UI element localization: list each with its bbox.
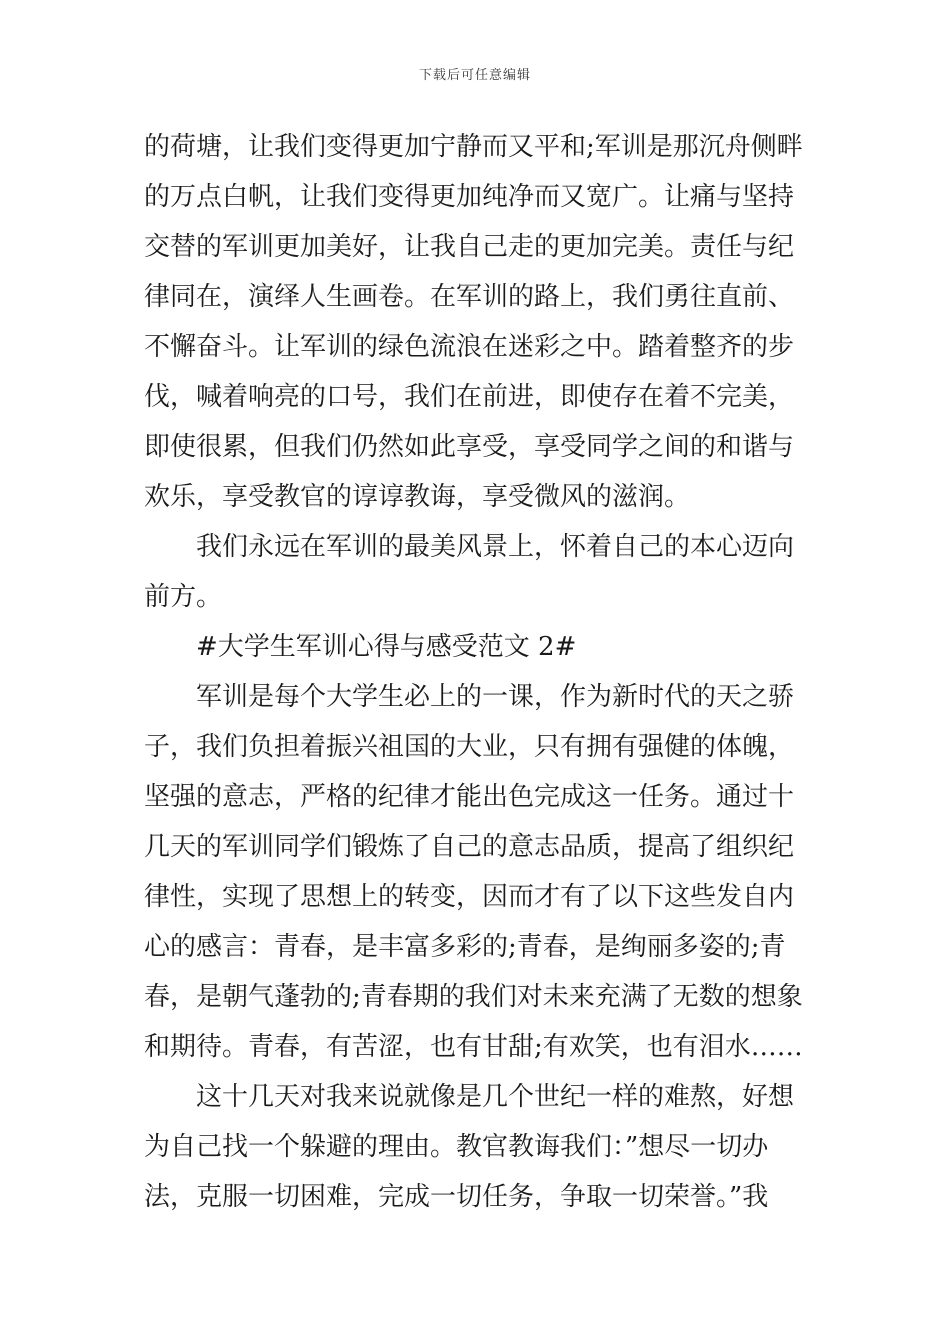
- text-line: 坚强的意志，严格的纪律才能出色完成这一任务。通过十: [144, 782, 795, 812]
- paragraph-start-line: 我们永远在军训的最美风景上，怀着自己的本心迈向: [196, 532, 795, 562]
- text-line: 为自己找一个躲避的理由。教官教诲我们：”想尽一切办: [144, 1132, 769, 1162]
- paragraph-start-line: 这十几天对我来说就像是几个世纪一样的难熬，好想: [196, 1082, 795, 1112]
- text-line: 即使很累，但我们仍然如此享受，享受同学之间的和谐与: [144, 432, 795, 462]
- text-line: 和期待。青春，有苦涩，也有甘甜;有欢笑，也有泪水……: [144, 1032, 803, 1062]
- text-line: 不懈奋斗。让军训的绿色流浪在迷彩之中。踏着整齐的步: [144, 332, 795, 362]
- text-line: 律性，实现了思想上的转变，因而才有了以下这些发自内: [144, 882, 795, 912]
- document-body: [144, 122, 809, 1222]
- text-line: 心的感言：青春，是丰富多彩的;青春，是绚丽多姿的;青: [144, 932, 786, 962]
- section-heading: #大学生军训心得与感受范文 2#: [196, 632, 577, 662]
- text-line: 前方。: [144, 582, 223, 612]
- paragraph-start-line: 军训是每个大学生必上的一课，作为新时代的天之骄: [196, 682, 795, 712]
- text-line: 春，是朝气蓬勃的;青春期的我们对未来充满了无数的想象: [144, 982, 803, 1012]
- text-line: 的万点白帆，让我们变得更加纯净而又宽广。让痛与坚持: [144, 182, 795, 212]
- text-line: 法，克服一切困难，完成一切任务，争取一切荣誉。”我: [144, 1182, 769, 1212]
- page-header: 下载后可任意编辑: [418, 68, 531, 83]
- text-line: 欢乐，享受教官的谆谆教诲，享受微风的滋润。: [144, 482, 691, 512]
- text-line: 几天的军训同学们锻炼了自己的意志品质，提高了组织纪: [144, 832, 795, 862]
- text-line: 的荷塘，让我们变得更加宁静而又平和;军训是那沉舟侧畔: [144, 132, 803, 162]
- text-line: 伐，喊着响亮的口号，我们在前进，即使存在着不完美，: [144, 382, 795, 412]
- text-line: 子，我们负担着振兴祖国的大业，只有拥有强健的体魄，: [144, 732, 795, 762]
- text-line: 律同在，演绎人生画卷。在军训的路上，我们勇往直前、: [144, 282, 795, 312]
- text-line: 交替的军训更加美好，让我自己走的更加完美。责任与纪: [144, 232, 795, 262]
